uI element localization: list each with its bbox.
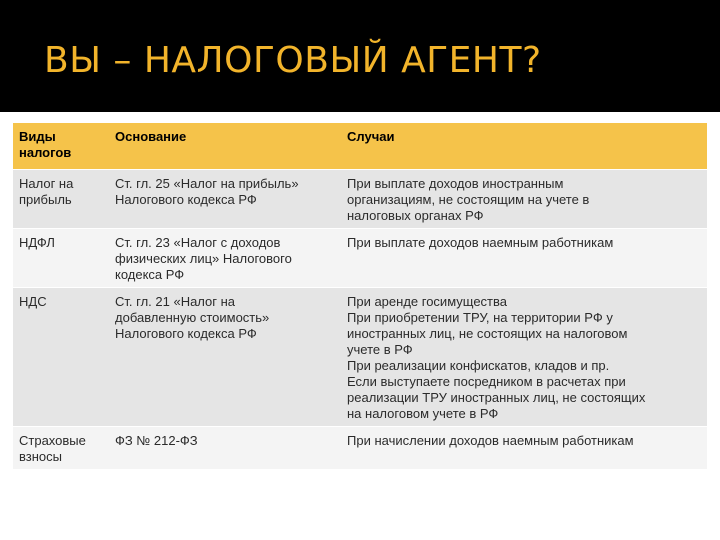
header-basis: Основание (109, 123, 341, 170)
table-row (13, 170, 707, 229)
cell-cases: При аренде госимущества При приобретении ТРУ, на территории РФ у иностранных лиц, не состоящих на налоговом учете в РФ При реализации конфискатов, кладов и пр. Если выступаете посредником в расчетах при реализации ТРУ иностранных лиц, не состоящих на налоговом учете в РФ (341, 288, 707, 427)
cell-cases: При выплате доходов иностранным организациям, не состоящим на учете в налоговых органах РФ (341, 170, 707, 229)
cell-basis: Ст. гл. 25 «Налог на прибыль» Налогового кодекса РФ (109, 170, 341, 229)
table-row (13, 288, 707, 427)
header-cases: Случаи (341, 123, 707, 170)
table-header-row (13, 123, 707, 170)
cell-tax-type: НДФЛ (13, 229, 109, 288)
cell-cases: При начислении доходов наемным работникам (341, 427, 707, 470)
cell-basis: ФЗ № 212-ФЗ (109, 427, 341, 470)
cell-tax-type: Страховые взносы (13, 427, 109, 470)
tax-agent-table (13, 123, 707, 470)
cell-basis: Ст. гл. 21 «Налог на добавленную стоимость» Налогового кодекса РФ (109, 288, 341, 427)
cell-basis: Ст. гл. 23 «Налог с доходов физических лиц» Налогового кодекса РФ (109, 229, 341, 288)
header-tax-type: Виды налогов (13, 123, 109, 170)
cell-tax-type: НДС (13, 288, 109, 427)
cell-cases: При выплате доходов наемным работникам (341, 229, 707, 288)
cell-tax-type: Налог на прибыль (13, 170, 109, 229)
table-row (13, 427, 707, 470)
slide-title: ВЫ – НАЛОГОВЫЙ АГЕНТ? (44, 40, 542, 81)
table-row (13, 229, 707, 288)
